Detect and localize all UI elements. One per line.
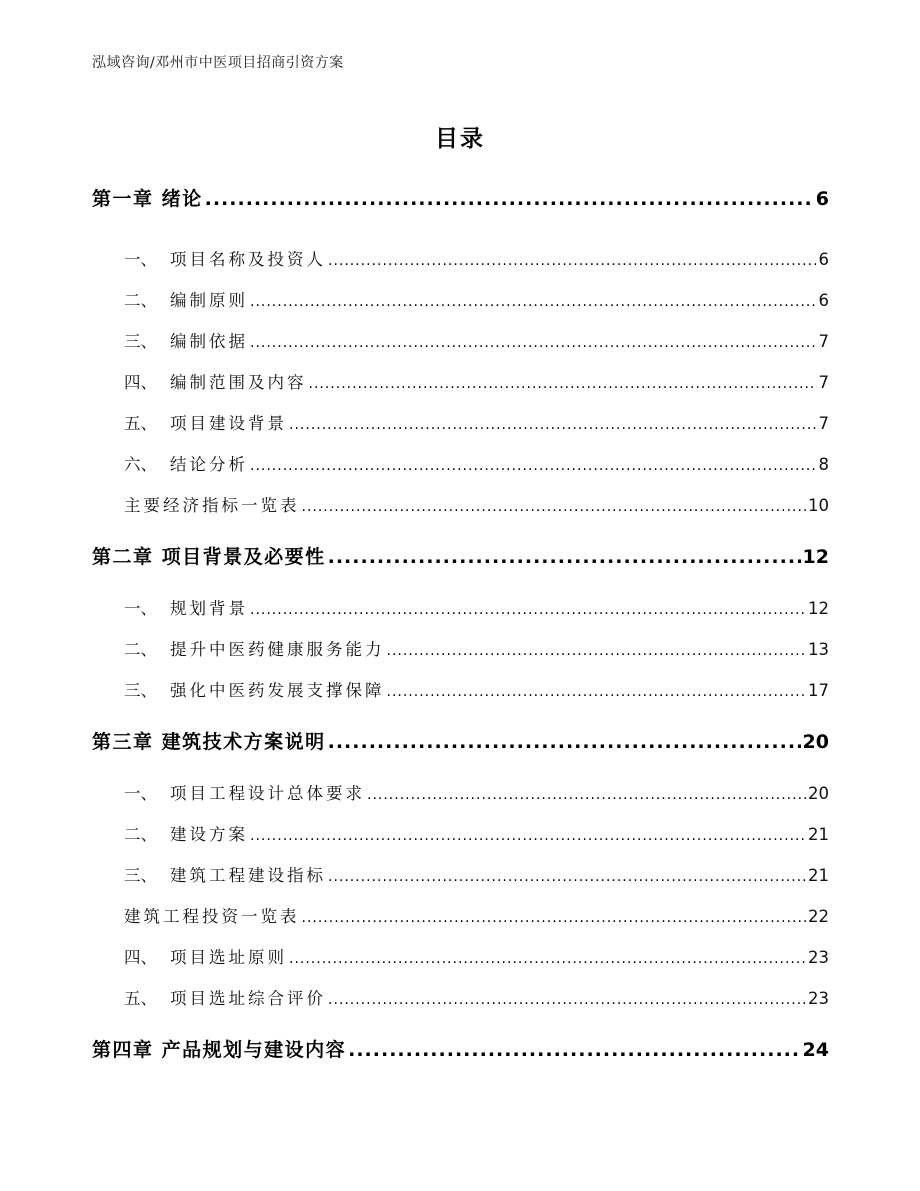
- dot-leader: [250, 602, 806, 618]
- toc-entry-number: 三、: [124, 866, 157, 885]
- toc-page-number: 12: [808, 599, 829, 618]
- toc-entry-number: 二、: [124, 291, 157, 310]
- toc-page-number: 13: [808, 640, 829, 659]
- toc-entry-label: [92, 328, 248, 352]
- toc-entry-label: [92, 677, 385, 701]
- dot-leader: [348, 1039, 800, 1061]
- toc-section[interactable]: [92, 780, 829, 804]
- toc-entry-label: 第三章 建筑技术方案说明: [92, 731, 326, 753]
- toc-page-number: 6: [818, 291, 829, 310]
- toc-page-number: 7: [818, 414, 829, 433]
- toc-entry-number: 四、: [124, 948, 157, 967]
- toc-entry-label: 第一章 绪论: [92, 188, 203, 210]
- toc-entry-number: 二、: [124, 640, 157, 659]
- toc-entry-label: 第四章 产品规划与建设内容: [92, 1039, 347, 1061]
- toc-section[interactable]: [92, 287, 829, 311]
- toc-entry-text: 强化中医药发展支撑保障: [170, 681, 385, 700]
- toc-entry-label: 第二章 项目背景及必要性: [92, 546, 326, 568]
- toc-page-number: 17: [808, 681, 829, 700]
- toc-entry-label: [92, 636, 385, 660]
- dot-leader: [328, 731, 801, 753]
- dot-leader: [289, 417, 817, 433]
- toc-entry-text: 编制原则: [170, 291, 248, 310]
- toc-title: 目录: [435, 126, 485, 152]
- toc-chapter-2[interactable]: [92, 542, 829, 570]
- toc-chapter-4[interactable]: [92, 1035, 829, 1063]
- toc-entry-text: 建设方案: [170, 825, 248, 844]
- toc-entry-label: [92, 862, 326, 886]
- dot-leader: [250, 458, 817, 474]
- dot-leader: [309, 376, 817, 392]
- toc-entry-label: 主要经济指标一览表: [124, 496, 300, 515]
- toc-section[interactable]: [92, 944, 829, 968]
- toc-section[interactable]: [92, 328, 829, 352]
- toc-entry-label: [92, 369, 307, 393]
- dot-leader: [387, 684, 807, 700]
- toc-page-number: 8: [818, 455, 829, 474]
- dot-leader: [205, 188, 814, 210]
- toc-chapter-3[interactable]: [92, 727, 829, 755]
- toc-section[interactable]: [92, 985, 829, 1009]
- toc-entry-number: 四、: [124, 373, 157, 392]
- toc-page-number: 23: [808, 948, 829, 967]
- toc-entry-text: 项目工程设计总体要求: [170, 784, 365, 803]
- toc-entry-number: 二、: [124, 825, 157, 844]
- toc-page-number: 12: [802, 546, 829, 568]
- toc-entry-number: 一、: [124, 599, 157, 618]
- toc-page-number: 6: [818, 250, 829, 269]
- toc-page-number: 24: [802, 1039, 829, 1061]
- toc-page-number: 7: [818, 373, 829, 392]
- toc-entry-number: 五、: [124, 989, 157, 1008]
- dot-leader: [328, 992, 806, 1008]
- toc-entry-number: 六、: [124, 455, 157, 474]
- dot-leader: [250, 828, 806, 844]
- dot-leader: [328, 869, 806, 885]
- toc-entry-text: 编制依据: [170, 332, 248, 351]
- dot-leader: [367, 787, 806, 803]
- toc-section[interactable]: [92, 246, 829, 270]
- toc-chapter-1[interactable]: [92, 184, 829, 212]
- dot-leader: [387, 643, 807, 659]
- dot-leader: [250, 335, 817, 351]
- running-header: 泓域咨询/邓州市中医项目招商引资方案: [92, 55, 344, 71]
- toc-entry-label: [92, 451, 248, 475]
- toc-page-number: 20: [802, 731, 829, 753]
- toc-entry-number: 一、: [124, 784, 157, 803]
- toc-section-table[interactable]: [92, 903, 829, 927]
- toc-entry-text: 项目名称及投资人: [170, 250, 326, 269]
- toc-entry-number: 三、: [124, 681, 157, 700]
- toc-entry-text: 编制范围及内容: [170, 373, 307, 392]
- toc-entry-label: [92, 246, 326, 270]
- dot-leader: [328, 546, 801, 568]
- toc-entry-label: [92, 780, 365, 804]
- toc-section-table[interactable]: [92, 492, 829, 516]
- toc-section[interactable]: [92, 410, 829, 434]
- toc-entry-label: [92, 410, 287, 434]
- toc-entry-number: 五、: [124, 414, 157, 433]
- toc-page-number: 22: [808, 907, 829, 926]
- dot-leader: [289, 951, 806, 967]
- toc-section[interactable]: [92, 862, 829, 886]
- toc-section[interactable]: [92, 451, 829, 475]
- toc-section[interactable]: [92, 821, 829, 845]
- toc-entry-text: 项目选址综合评价: [170, 989, 326, 1008]
- toc-page-number: 21: [808, 825, 829, 844]
- toc-entry-number: 三、: [124, 332, 157, 351]
- toc-entry-number: 一、: [124, 250, 157, 269]
- toc-page-number: 10: [808, 496, 829, 515]
- toc-page-number: 23: [808, 989, 829, 1008]
- dot-leader: [302, 910, 807, 926]
- toc-entry-label: 建筑工程投资一览表: [124, 907, 300, 926]
- toc-entry-text: 结论分析: [170, 455, 248, 474]
- toc-entry-label: [92, 985, 326, 1009]
- toc-page-number: 7: [818, 332, 829, 351]
- toc-section[interactable]: [92, 369, 829, 393]
- toc-entry-text: 提升中医药健康服务能力: [170, 640, 385, 659]
- toc-section[interactable]: [92, 595, 829, 619]
- toc-entry-text: 项目建设背景: [170, 414, 287, 433]
- toc-entry-label: [92, 944, 287, 968]
- toc-entry-text: 规划背景: [170, 599, 248, 618]
- toc-entry-label: [92, 595, 248, 619]
- toc-section[interactable]: [92, 677, 829, 701]
- toc-page-number: 6: [815, 188, 829, 210]
- toc-page-number: 20: [808, 784, 829, 803]
- toc-section[interactable]: [92, 636, 829, 660]
- toc-entry-text: 建筑工程建设指标: [170, 866, 326, 885]
- toc-entry-label: [92, 821, 248, 845]
- toc-page-number: 21: [808, 866, 829, 885]
- dot-leader: [302, 499, 807, 515]
- dot-leader: [328, 253, 817, 269]
- dot-leader: [250, 294, 817, 310]
- toc-entry-text: 项目选址原则: [170, 948, 287, 967]
- toc-entry-label: [92, 287, 248, 311]
